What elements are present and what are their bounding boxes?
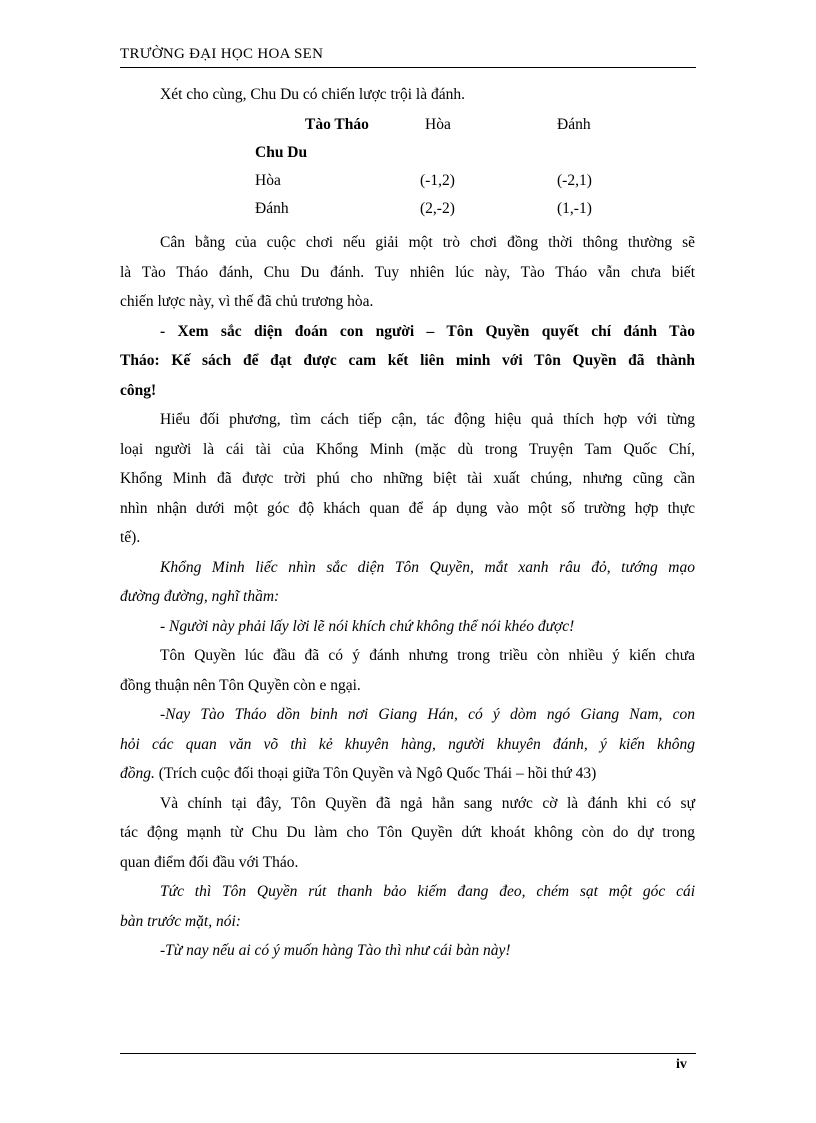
flow-text bbox=[120, 228, 695, 966]
quote-line: -Từ nay nếu ai có ý muốn hàng Tào thì như cái bàn này! bbox=[160, 942, 511, 959]
cell-hoa-danh: (-2,1) bbox=[557, 172, 592, 189]
intro-text: Xét cho cùng, Chu Du có chiến lược trội là đánh. bbox=[160, 86, 465, 103]
cell-hoa-hoa: (-1,2) bbox=[420, 172, 455, 189]
quote-line: Tức thì Tôn Quyền rút thanh bảo kiếm đang đeo, chém sạt một góc cái bbox=[160, 883, 695, 900]
row-label-hoa: Hòa bbox=[255, 172, 281, 189]
paragraph-line: tế). bbox=[120, 529, 141, 546]
col-header-hoa: Hòa bbox=[425, 116, 451, 133]
row-player-label: Chu Du bbox=[255, 144, 308, 161]
paragraph-line: Khổng Minh đã được trời phú cho những biệt tài xuất chúng, nhưng cũng cần bbox=[120, 470, 695, 487]
page-number: iv bbox=[676, 1057, 687, 1072]
paragraph-line: chiến lược này, vì thế đã chủ trương hòa. bbox=[120, 293, 374, 310]
quote-line: Khổng Minh liếc nhìn sắc diện Tôn Quyền, mắt xanh râu đỏ, tướng mạo bbox=[160, 558, 695, 576]
paragraph-line: Cân bằng của cuộc chơi nếu giải một trò chơi đồng thời thông thường sẽ bbox=[160, 234, 695, 251]
quote-end: đồng. bbox=[120, 765, 155, 782]
paragraph-line: nhìn nhận dưới một góc độ khách quan để áp dụng vào một số trường hợp thực bbox=[120, 499, 695, 517]
col-player-label: Tào Tháo bbox=[305, 116, 369, 133]
col-header-danh: Đánh bbox=[557, 116, 591, 133]
row-label-danh: Đánh bbox=[255, 200, 289, 217]
footer-rule bbox=[120, 1053, 696, 1054]
quote-line: -Nay Tào Tháo dồn binh nơi Giang Hán, có ý dòm ngó Giang Nam, con bbox=[160, 706, 695, 723]
cell-danh-hoa: (2,-2) bbox=[420, 200, 455, 217]
quote-line: hỏi các quan văn võ thì kẻ khuyên hàng, người khuyên đánh, ý kiến không bbox=[120, 735, 695, 753]
paragraph-line: quan điểm đối đầu với Tháo. bbox=[120, 853, 299, 871]
paragraph-line: Và chính tại đây, Tôn Quyền đã ngả hẳn sang nước cờ là đánh khi có sự bbox=[160, 794, 695, 812]
paragraph-line: loại người là cái tài của Khổng Minh (mặc dù trong Truyện Tam Quốc Chí, bbox=[120, 440, 695, 458]
paragraph-line: là Tào Tháo đánh, Chu Du đánh. Tuy nhiên lúc này, Tào Tháo vẫn chưa biết bbox=[120, 263, 695, 281]
section-heading: - Xem sắc diện đoán con người – Tôn Quyền quyết chí đánh Tào bbox=[160, 322, 695, 340]
section-heading: công! bbox=[120, 381, 157, 399]
citation: (Trích cuộc đối thoại giữa Tôn Quyền và Ngô Quốc Thái – hồi thứ 43) bbox=[154, 765, 597, 782]
paragraph-line: đồng thuận nên Tôn Quyền còn e ngại. bbox=[120, 676, 361, 694]
quote-line: đường đường, nghĩ thầm: bbox=[120, 588, 280, 605]
cell-danh-danh: (1,-1) bbox=[557, 200, 592, 217]
paragraph-line: tác động mạnh từ Chu Du làm cho Tôn Quyền dứt khoát không còn do dự trong bbox=[120, 824, 695, 841]
quote-line: - Người này phải lấy lời lẽ nói khích chứ không thể nói khéo được! bbox=[160, 617, 575, 635]
quote-citation-line bbox=[120, 759, 695, 789]
paragraph-line: Hiểu đối phương, tìm cách tiếp cận, tác động hiệu quả thích hợp với từng bbox=[160, 411, 695, 428]
quote-line: bàn trước mặt, nói: bbox=[120, 912, 241, 930]
header-rule bbox=[120, 67, 696, 68]
page-header: TRƯỜNG ĐẠI HỌC HOA SEN bbox=[120, 46, 324, 62]
section-heading: Tháo: Kế sách để đạt được cam kết liên minh với Tôn Quyền đã thành bbox=[120, 352, 695, 369]
paragraph-line: Tôn Quyền lúc đầu đã có ý đánh nhưng trong triều còn nhiều ý kiến chưa bbox=[160, 647, 695, 664]
